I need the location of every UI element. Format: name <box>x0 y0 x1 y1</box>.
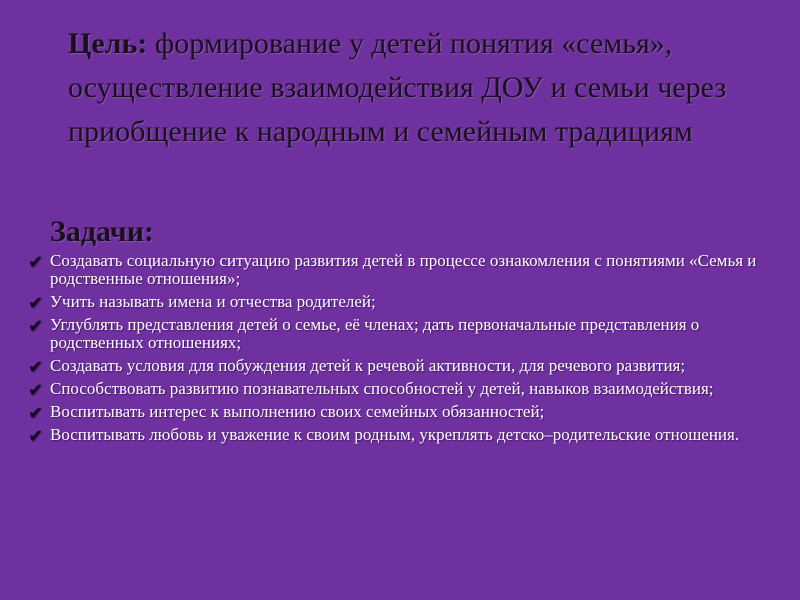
task-text: Углублять представления детей о семье, её членах; дать первоначальные представления о родственных отношениях; <box>50 315 700 352</box>
goal-text: формирование у детей понятия «семья», осуществление взаимодействия ДОУ и семьи через приобщение к народным и семейным традициям <box>68 27 727 148</box>
task-text: Учить называть имена и отчества родителей; <box>50 292 376 311</box>
task-item <box>28 425 758 447</box>
task-item <box>28 292 758 314</box>
task-item <box>28 316 758 352</box>
task-text: Создавать условия для побуждения детей к речевой активности, для речевого развития; <box>50 356 686 375</box>
task-text: Воспитывать любовь и уважение к своим родным, укреплять детско–родительские отношения. <box>50 425 740 444</box>
tasks-list <box>28 252 758 449</box>
task-item <box>28 356 758 378</box>
task-item <box>28 402 758 424</box>
task-text: Создавать социальную ситуацию развития детей в процессе ознакомления с понятиями «Семья и родственные отношения»; <box>50 251 757 288</box>
checkmark-icon: ✔ <box>28 426 44 447</box>
checkmark-icon: ✔ <box>28 252 44 273</box>
goal-label: Цель: <box>68 27 148 60</box>
goal-paragraph <box>68 22 768 154</box>
checkmark-icon: ✔ <box>28 316 44 337</box>
checkmark-icon: ✔ <box>28 357 44 378</box>
task-item <box>28 252 758 288</box>
tasks-heading: Задачи: <box>50 215 155 248</box>
checkmark-icon: ✔ <box>28 293 44 314</box>
task-item <box>28 379 758 401</box>
checkmark-icon: ✔ <box>28 380 44 401</box>
task-text: Воспитывать интерес к выполнению своих семейных обязанностей; <box>50 402 545 421</box>
task-text: Способствовать развитию познавательных способностей у детей, навыков взаимодействия; <box>50 379 714 398</box>
checkmark-icon: ✔ <box>28 403 44 424</box>
